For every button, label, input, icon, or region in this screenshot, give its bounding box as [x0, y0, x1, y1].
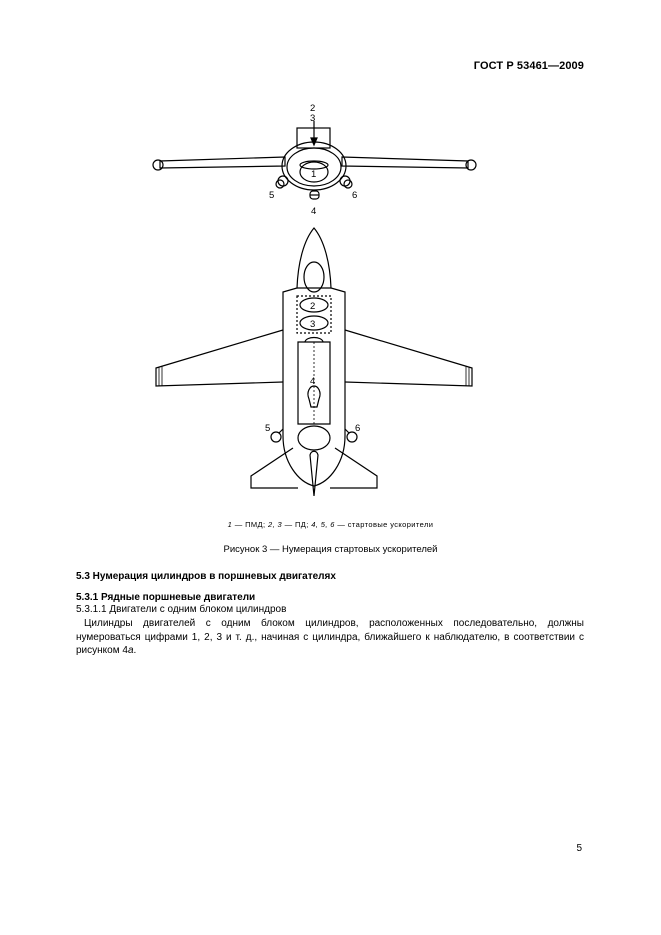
- front-arrow-head: [311, 138, 317, 145]
- top-left-wingtip-hatch: [156, 366, 162, 386]
- front-fuselage-inner: [287, 148, 341, 186]
- top-tail-spike: [310, 451, 318, 496]
- top-right-wing: [345, 330, 472, 386]
- front-label-1: 1: [311, 169, 317, 180]
- top-left-stabilizer: [251, 448, 298, 488]
- subsection-heading: 5.3.1 Рядные поршневые двигатели: [76, 592, 256, 603]
- front-view: [153, 103, 476, 217]
- front-label-4: 4: [311, 206, 317, 217]
- front-label-3: 3: [310, 113, 316, 124]
- top-label-4: 4: [310, 376, 316, 387]
- body-paragraph: [76, 617, 584, 658]
- legend-num-1: 1: [227, 520, 233, 529]
- top-nozzle: [298, 426, 330, 450]
- top-booster-4-nose: [305, 338, 323, 343]
- front-fuselage-outer: [282, 142, 346, 190]
- front-label-6: 6: [352, 190, 358, 201]
- figure-legend: [0, 520, 661, 529]
- front-label-5: 5: [269, 190, 275, 201]
- top-label-2: 2: [310, 301, 316, 312]
- paragraph-end: .: [133, 645, 137, 656]
- top-view: [156, 228, 472, 496]
- legend-num-3: 4, 5, 6: [311, 520, 335, 529]
- front-booster-6: [340, 176, 352, 188]
- top-right-stabilizer: [330, 448, 377, 488]
- figure-reference-letter: а: [127, 645, 134, 656]
- legend-num-2: 2, 3: [268, 520, 283, 529]
- paragraph-text: Цилиндры двигателей с одним блоком цилиндров, расположенных последовательно, должны нумероваться цифрами 1, 2, 3 и т. д., начиная с цилиндра, ближайшего к наблюдателю, в соответствии с рисунком 4: [76, 618, 584, 656]
- front-left-wingtip: [153, 160, 163, 170]
- top-label-6: 6: [355, 423, 361, 434]
- legend-text-3: — стартовые ускорители: [334, 520, 434, 529]
- top-label-5: 5: [265, 423, 271, 434]
- top-right-wingtip-hatch: [466, 366, 472, 386]
- section-heading: 5.3 Нумерация цилиндров в поршневых двигателях: [76, 571, 336, 582]
- front-booster-5: [276, 176, 288, 188]
- front-label-2: 2: [310, 103, 316, 114]
- top-booster-5: [271, 429, 283, 442]
- page-number: 5: [576, 843, 582, 854]
- top-fuselage: [283, 228, 345, 486]
- front-right-wing: [342, 157, 468, 168]
- top-left-wing: [156, 330, 283, 386]
- figure-caption: Рисунок 3 — Нумерация стартовых ускорителей: [223, 544, 438, 555]
- document-code: ГОСТ Р 53461—2009: [473, 60, 584, 72]
- front-left-wing: [160, 157, 285, 168]
- top-label-3: 3: [310, 319, 316, 330]
- front-booster-4: [310, 191, 319, 199]
- legend-text-2: — ПД;: [282, 520, 312, 529]
- legend-text-1: — ПМД;: [232, 520, 268, 529]
- subsubsection-heading: 5.3.1.1 Двигатели с одним блоком цилиндров: [76, 604, 287, 615]
